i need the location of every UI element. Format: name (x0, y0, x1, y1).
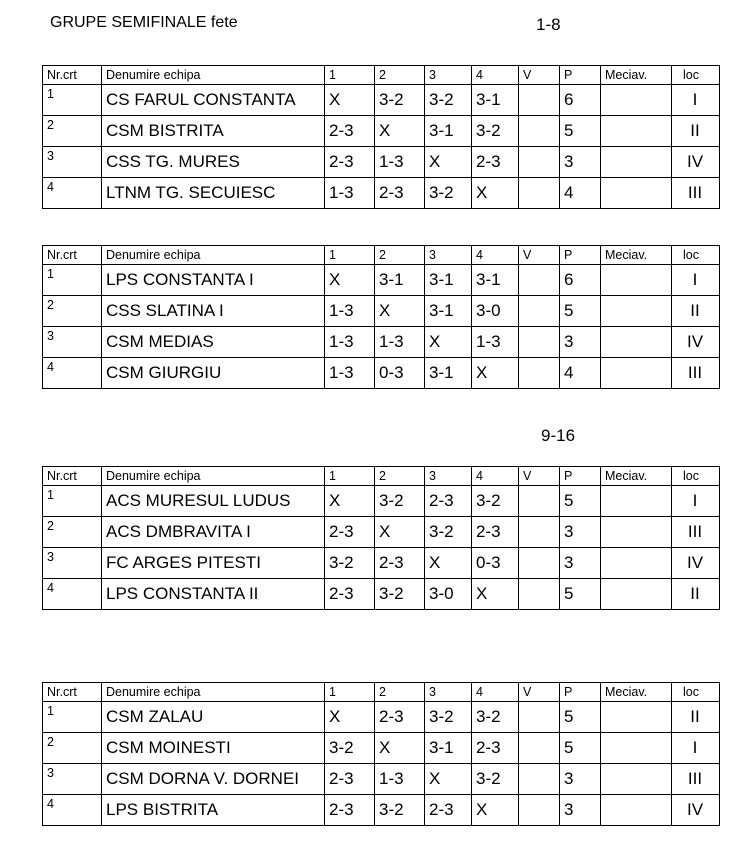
table-row (43, 795, 720, 826)
place-value: IV (686, 332, 704, 351)
wins-cell (519, 548, 560, 579)
score-cell-4: X (472, 579, 519, 610)
points-cell: 4 (560, 178, 601, 209)
score-cell-2: X (375, 296, 425, 327)
points-cell: 3 (560, 795, 601, 826)
place-value: IV (686, 553, 704, 572)
points-cell: 6 (560, 265, 601, 296)
table-row (43, 358, 720, 389)
row-number-cell: 1 (43, 85, 102, 116)
header-v: V (519, 66, 560, 85)
place-cell (672, 517, 720, 548)
header-c2: 2 (375, 66, 425, 85)
points-cell: 5 (560, 733, 601, 764)
team-name-cell: LPS CONSTANTA I (102, 265, 325, 296)
table-row (43, 85, 720, 116)
row-number-cell: 3 (43, 764, 102, 795)
header-nr: Nr.crt (43, 683, 102, 702)
wins-cell (519, 265, 560, 296)
wins-cell (519, 178, 560, 209)
score-cell-3: X (425, 327, 472, 358)
score-cell-4: 2-3 (472, 147, 519, 178)
header-c4: 4 (472, 683, 519, 702)
place-value: I (692, 270, 698, 289)
wins-cell (519, 702, 560, 733)
team-name-cell: CSM GIURGIU (102, 358, 325, 389)
points-cell: 4 (560, 358, 601, 389)
row-number-cell: 3 (43, 327, 102, 358)
place-cell (672, 764, 720, 795)
score-cell-3: 3-1 (425, 733, 472, 764)
score-cell-3: 3-1 (425, 116, 472, 147)
team-name-cell: CSS SLATINA I (102, 296, 325, 327)
wins-cell (519, 579, 560, 610)
group-table-4 (42, 682, 720, 826)
team-name-cell: CS FARUL CONSTANTA (102, 85, 325, 116)
place-value: I (692, 491, 698, 510)
score-cell-1: 1-3 (325, 358, 375, 389)
place-value: I (692, 90, 698, 109)
header-name: Denumire echipa (102, 467, 325, 486)
header-loc-label: loc (683, 685, 699, 699)
points-cell: 3 (560, 517, 601, 548)
score-cell-3: 3-1 (425, 296, 472, 327)
header-p: P (560, 467, 601, 486)
header-nr: Nr.crt (43, 246, 102, 265)
points-cell: 3 (560, 147, 601, 178)
score-cell-4: 3-1 (472, 85, 519, 116)
average-cell (601, 85, 672, 116)
score-cell-2: 3-2 (375, 579, 425, 610)
header-mediav: Meciav. (601, 246, 672, 265)
header-loc (672, 66, 720, 85)
header-loc-label: loc (683, 68, 699, 82)
average-cell (601, 579, 672, 610)
header-loc (672, 467, 720, 486)
header-c2: 2 (375, 683, 425, 702)
score-cell-1: 2-3 (325, 517, 375, 548)
header-c1: 1 (325, 683, 375, 702)
score-cell-4: 3-2 (472, 486, 519, 517)
table-row (43, 116, 720, 147)
score-cell-4: 2-3 (472, 517, 519, 548)
place-value: III (687, 522, 703, 541)
score-cell-3: X (425, 548, 472, 579)
score-cell-2: 1-3 (375, 147, 425, 178)
score-cell-3: 3-2 (425, 85, 472, 116)
header-c4: 4 (472, 66, 519, 85)
wins-cell (519, 147, 560, 178)
average-cell (601, 795, 672, 826)
place-value: III (687, 769, 703, 788)
score-cell-1: 2-3 (325, 795, 375, 826)
score-cell-3: 3-1 (425, 358, 472, 389)
header-loc (672, 683, 720, 702)
header-name: Denumire echipa (102, 246, 325, 265)
score-cell-2: 0-3 (375, 358, 425, 389)
header-loc (672, 246, 720, 265)
row-number-cell: 4 (43, 358, 102, 389)
header-mediav: Meciav. (601, 66, 672, 85)
place-cell (672, 548, 720, 579)
row-number-cell: 4 (43, 795, 102, 826)
score-cell-4: 0-3 (472, 548, 519, 579)
table-header-row (43, 467, 720, 486)
wins-cell (519, 795, 560, 826)
header-c3: 3 (425, 683, 472, 702)
average-cell (601, 764, 672, 795)
wins-cell (519, 517, 560, 548)
score-cell-1: 2-3 (325, 764, 375, 795)
score-cell-2: 3-2 (375, 85, 425, 116)
team-name-cell: CSM ZALAU (102, 702, 325, 733)
score-cell-2: 1-3 (375, 764, 425, 795)
row-number-cell: 2 (43, 733, 102, 764)
header-mediav: Meciav. (601, 683, 672, 702)
points-cell: 3 (560, 548, 601, 579)
header-c1: 1 (325, 66, 375, 85)
team-name-cell: CSS TG. MURES (102, 147, 325, 178)
row-number-cell: 3 (43, 548, 102, 579)
header-c2: 2 (375, 467, 425, 486)
place-value: II (690, 584, 700, 603)
score-cell-2: 1-3 (375, 327, 425, 358)
header-v: V (519, 683, 560, 702)
score-cell-3: 3-2 (425, 702, 472, 733)
wins-cell (519, 327, 560, 358)
team-name-cell: LTNM TG. SECUIESC (102, 178, 325, 209)
team-name-cell: ACS MURESUL LUDUS (102, 486, 325, 517)
score-cell-1: X (325, 265, 375, 296)
header-c2: 2 (375, 246, 425, 265)
average-cell (601, 265, 672, 296)
average-cell (601, 178, 672, 209)
score-cell-2: 2-3 (375, 178, 425, 209)
score-cell-1: 1-3 (325, 296, 375, 327)
score-cell-2: X (375, 733, 425, 764)
header-c3: 3 (425, 66, 472, 85)
table-row (43, 486, 720, 517)
average-cell (601, 116, 672, 147)
score-cell-4: 1-3 (472, 327, 519, 358)
header-c1: 1 (325, 246, 375, 265)
table-header-row (43, 683, 720, 702)
place-cell (672, 116, 720, 147)
place-cell (672, 733, 720, 764)
score-cell-1: X (325, 486, 375, 517)
place-value: II (690, 707, 700, 726)
score-cell-1: 1-3 (325, 178, 375, 209)
header-name: Denumire echipa (102, 66, 325, 85)
table-row (43, 548, 720, 579)
table-header-row (43, 246, 720, 265)
score-cell-1: 1-3 (325, 327, 375, 358)
table-row (43, 579, 720, 610)
team-name-cell: CSM BISTRITA (102, 116, 325, 147)
place-value: III (687, 363, 703, 382)
score-cell-4: 2-3 (472, 733, 519, 764)
average-cell (601, 486, 672, 517)
score-cell-4: 3-1 (472, 265, 519, 296)
place-cell (672, 147, 720, 178)
team-name-cell: FC ARGES PITESTI (102, 548, 325, 579)
header-c3: 3 (425, 246, 472, 265)
header-c3: 3 (425, 467, 472, 486)
team-name-cell: CSM MEDIAS (102, 327, 325, 358)
place-cell (672, 327, 720, 358)
place-value: IV (686, 152, 704, 171)
place-cell (672, 85, 720, 116)
average-cell (601, 548, 672, 579)
score-cell-1: X (325, 85, 375, 116)
place-value: II (690, 121, 700, 140)
range-label-9-16: 9-16 (541, 426, 576, 445)
table-row (43, 702, 720, 733)
average-cell (601, 327, 672, 358)
row-number-cell: 1 (43, 486, 102, 517)
score-cell-2: 2-3 (375, 702, 425, 733)
header-loc-label: loc (683, 469, 699, 483)
range-label-1-8: 1-8 (536, 15, 561, 34)
table-row (43, 517, 720, 548)
wins-cell (519, 358, 560, 389)
score-cell-1: 3-2 (325, 733, 375, 764)
group-table-2 (42, 245, 720, 389)
points-cell: 5 (560, 486, 601, 517)
average-cell (601, 296, 672, 327)
points-cell: 6 (560, 85, 601, 116)
place-cell (672, 178, 720, 209)
place-value: IV (686, 800, 704, 819)
score-cell-3: X (425, 147, 472, 178)
header-c4: 4 (472, 467, 519, 486)
team-name-cell: LPS BISTRITA (102, 795, 325, 826)
row-number-cell: 2 (43, 296, 102, 327)
average-cell (601, 358, 672, 389)
score-cell-1: 3-2 (325, 548, 375, 579)
place-cell (672, 795, 720, 826)
team-name-cell: ACS DMBRAVITA I (102, 517, 325, 548)
score-cell-3: 2-3 (425, 795, 472, 826)
average-cell (601, 702, 672, 733)
header-name: Denumire echipa (102, 683, 325, 702)
wins-cell (519, 296, 560, 327)
table-row (43, 178, 720, 209)
group-table-1 (42, 65, 720, 209)
score-cell-3: 3-0 (425, 579, 472, 610)
score-cell-1: 2-3 (325, 116, 375, 147)
row-number-cell: 1 (43, 702, 102, 733)
points-cell: 5 (560, 296, 601, 327)
header-p: P (560, 246, 601, 265)
place-cell (672, 265, 720, 296)
average-cell (601, 733, 672, 764)
row-number-cell: 4 (43, 579, 102, 610)
score-cell-3: 3-2 (425, 517, 472, 548)
table-row (43, 296, 720, 327)
score-cell-4: 3-0 (472, 296, 519, 327)
score-cell-3: 3-1 (425, 265, 472, 296)
row-number-cell: 2 (43, 517, 102, 548)
place-cell (672, 579, 720, 610)
wins-cell (519, 733, 560, 764)
place-value: I (692, 738, 698, 757)
place-cell (672, 486, 720, 517)
score-cell-4: 3-2 (472, 116, 519, 147)
wins-cell (519, 486, 560, 517)
score-cell-4: X (472, 358, 519, 389)
score-cell-3: 3-2 (425, 178, 472, 209)
points-cell: 3 (560, 764, 601, 795)
header-v: V (519, 246, 560, 265)
points-cell: 5 (560, 579, 601, 610)
row-number-cell: 3 (43, 147, 102, 178)
score-cell-2: 3-1 (375, 265, 425, 296)
score-cell-2: X (375, 116, 425, 147)
header-c1: 1 (325, 467, 375, 486)
header-nr: Nr.crt (43, 467, 102, 486)
row-number-cell: 4 (43, 178, 102, 209)
score-cell-1: 2-3 (325, 147, 375, 178)
row-number-cell: 2 (43, 116, 102, 147)
header-p: P (560, 683, 601, 702)
team-name-cell: CSM DORNA V. DORNEI (102, 764, 325, 795)
place-value: III (687, 183, 703, 202)
table-header-row (43, 66, 720, 85)
score-cell-2: 3-2 (375, 486, 425, 517)
header-loc-label: loc (683, 248, 699, 262)
header-c4: 4 (472, 246, 519, 265)
table-row (43, 147, 720, 178)
wins-cell (519, 116, 560, 147)
place-value: II (690, 301, 700, 320)
score-cell-3: X (425, 764, 472, 795)
score-cell-2: 2-3 (375, 548, 425, 579)
score-cell-4: 3-2 (472, 764, 519, 795)
page-title: GRUPE SEMIFINALE fete (50, 14, 238, 31)
points-cell: 5 (560, 702, 601, 733)
average-cell (601, 517, 672, 548)
score-cell-1: X (325, 702, 375, 733)
place-cell (672, 702, 720, 733)
row-number-cell: 1 (43, 265, 102, 296)
score-cell-2: 3-2 (375, 795, 425, 826)
score-cell-4: X (472, 178, 519, 209)
team-name-cell: LPS CONSTANTA II (102, 579, 325, 610)
place-cell (672, 296, 720, 327)
header-nr: Nr.crt (43, 66, 102, 85)
wins-cell (519, 85, 560, 116)
points-cell: 3 (560, 327, 601, 358)
score-cell-3: 2-3 (425, 486, 472, 517)
team-name-cell: CSM MOINESTI (102, 733, 325, 764)
group-table-3 (42, 466, 720, 610)
header-mediav: Meciav. (601, 467, 672, 486)
table-row (43, 327, 720, 358)
header-v: V (519, 467, 560, 486)
average-cell (601, 147, 672, 178)
table-row (43, 733, 720, 764)
score-cell-1: 2-3 (325, 579, 375, 610)
table-row (43, 265, 720, 296)
header-p: P (560, 66, 601, 85)
points-cell: 5 (560, 116, 601, 147)
score-cell-2: X (375, 517, 425, 548)
score-cell-4: X (472, 795, 519, 826)
place-cell (672, 358, 720, 389)
table-row (43, 764, 720, 795)
wins-cell (519, 764, 560, 795)
score-cell-4: 3-2 (472, 702, 519, 733)
